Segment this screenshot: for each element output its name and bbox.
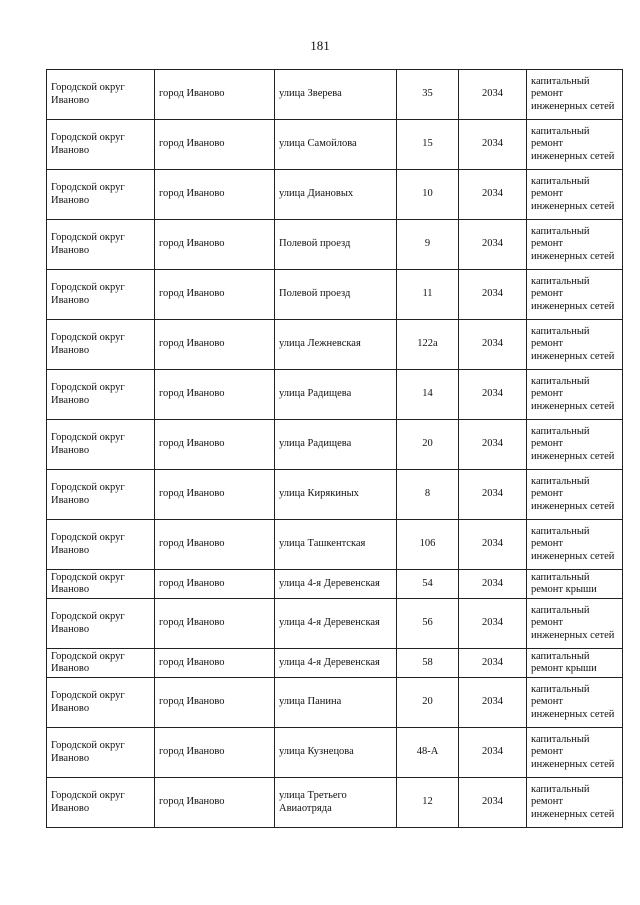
work-type-cell: капитальный ремонт инженерных сетей	[527, 728, 623, 778]
house-number-cell: 8	[397, 470, 459, 520]
year-cell: 2034	[459, 570, 527, 599]
work-type-cell: капитальный ремонт инженерных сетей	[527, 270, 623, 320]
city-cell: город Иваново	[155, 599, 275, 649]
table-row	[47, 70, 623, 120]
city-cell: город Иваново	[155, 270, 275, 320]
house-number-cell: 54	[397, 570, 459, 599]
city-cell: город Иваново	[155, 370, 275, 420]
work-type-cell: капитальный ремонт инженерных сетей	[527, 320, 623, 370]
house-number-cell: 12	[397, 778, 459, 828]
year-cell: 2034	[459, 320, 527, 370]
house-number-cell: 20	[397, 678, 459, 728]
street-cell: улица Диановых	[275, 170, 397, 220]
table-row	[47, 320, 623, 370]
table-row	[47, 270, 623, 320]
work-type-cell: капитальный ремонт инженерных сетей	[527, 420, 623, 470]
table-row	[47, 120, 623, 170]
work-type-cell: капитальный ремонт инженерных сетей	[527, 599, 623, 649]
street-cell: улица Панина	[275, 678, 397, 728]
street-cell: улица Зверева	[275, 70, 397, 120]
year-cell: 2034	[459, 470, 527, 520]
municipality-cell: Городской округ Иваново	[47, 728, 155, 778]
house-number-cell: 20	[397, 420, 459, 470]
city-cell: город Иваново	[155, 470, 275, 520]
table-body	[47, 70, 623, 828]
table-row	[47, 728, 623, 778]
table-row	[47, 778, 623, 828]
city-cell: город Иваново	[155, 220, 275, 270]
table-row	[47, 420, 623, 470]
page-number: 181	[310, 38, 330, 53]
street-cell: Полевой проезд	[275, 270, 397, 320]
work-type-cell: капитальный ремонт инженерных сетей	[527, 170, 623, 220]
year-cell: 2034	[459, 370, 527, 420]
municipality-cell: Городской округ Иваново	[47, 370, 155, 420]
table-row	[47, 470, 623, 520]
repair-schedule-table	[46, 69, 623, 828]
street-cell: улица Радищева	[275, 370, 397, 420]
house-number-cell: 9	[397, 220, 459, 270]
work-type-cell: капитальный ремонт инженерных сетей	[527, 778, 623, 828]
municipality-cell: Городской округ Иваново	[47, 778, 155, 828]
house-number-cell: 14	[397, 370, 459, 420]
house-number-cell: 15	[397, 120, 459, 170]
street-cell: улица Третьего Авиаотряда	[275, 778, 397, 828]
house-number-cell: 10	[397, 170, 459, 220]
work-type-cell: капитальный ремонт инженерных сетей	[527, 220, 623, 270]
year-cell: 2034	[459, 120, 527, 170]
work-type-cell: капитальный ремонт инженерных сетей	[527, 678, 623, 728]
municipality-cell: Городской округ Иваново	[47, 120, 155, 170]
municipality-cell: Городской округ Иваново	[47, 570, 155, 599]
municipality-cell: Городской округ Иваново	[47, 599, 155, 649]
municipality-cell: Городской округ Иваново	[47, 470, 155, 520]
city-cell: город Иваново	[155, 678, 275, 728]
year-cell: 2034	[459, 649, 527, 678]
table-row	[47, 370, 623, 420]
year-cell: 2034	[459, 420, 527, 470]
table-row	[47, 649, 623, 678]
city-cell: город Иваново	[155, 649, 275, 678]
year-cell: 2034	[459, 220, 527, 270]
work-type-cell: капитальный ремонт инженерных сетей	[527, 470, 623, 520]
city-cell: город Иваново	[155, 420, 275, 470]
city-cell: город Иваново	[155, 320, 275, 370]
year-cell: 2034	[459, 678, 527, 728]
street-cell: улица Лежневская	[275, 320, 397, 370]
city-cell: город Иваново	[155, 70, 275, 120]
house-number-cell: 122а	[397, 320, 459, 370]
table-row	[47, 599, 623, 649]
street-cell: улица Кузнецова	[275, 728, 397, 778]
street-cell: улица Кирякиных	[275, 470, 397, 520]
municipality-cell: Городской округ Иваново	[47, 520, 155, 570]
house-number-cell: 11	[397, 270, 459, 320]
street-cell: улица Ташкентская	[275, 520, 397, 570]
municipality-cell: Городской округ Иваново	[47, 170, 155, 220]
year-cell: 2034	[459, 778, 527, 828]
year-cell: 2034	[459, 728, 527, 778]
work-type-cell: капитальный ремонт инженерных сетей	[527, 370, 623, 420]
municipality-cell: Городской округ Иваново	[47, 270, 155, 320]
street-cell: Полевой проезд	[275, 220, 397, 270]
house-number-cell: 106	[397, 520, 459, 570]
street-cell: улица 4-я Деревенская	[275, 649, 397, 678]
table-row	[47, 520, 623, 570]
year-cell: 2034	[459, 270, 527, 320]
street-cell: улица 4-я Деревенская	[275, 570, 397, 599]
table-row	[47, 570, 623, 599]
year-cell: 2034	[459, 70, 527, 120]
city-cell: город Иваново	[155, 170, 275, 220]
street-cell: улица Радищева	[275, 420, 397, 470]
city-cell: город Иваново	[155, 778, 275, 828]
municipality-cell: Городской округ Иваново	[47, 220, 155, 270]
house-number-cell: 35	[397, 70, 459, 120]
city-cell: город Иваново	[155, 570, 275, 599]
municipality-cell: Городской округ Иваново	[47, 420, 155, 470]
house-number-cell: 58	[397, 649, 459, 678]
work-type-cell: капитальный ремонт инженерных сетей	[527, 120, 623, 170]
table-row	[47, 678, 623, 728]
city-cell: город Иваново	[155, 120, 275, 170]
street-cell: улица Самойлова	[275, 120, 397, 170]
work-type-cell: капитальный ремонт крыши	[527, 649, 623, 678]
year-cell: 2034	[459, 599, 527, 649]
year-cell: 2034	[459, 520, 527, 570]
house-number-cell: 48-А	[397, 728, 459, 778]
house-number-cell: 56	[397, 599, 459, 649]
work-type-cell: капитальный ремонт крыши	[527, 570, 623, 599]
city-cell: город Иваново	[155, 728, 275, 778]
municipality-cell: Городской округ Иваново	[47, 320, 155, 370]
municipality-cell: Городской округ Иваново	[47, 678, 155, 728]
year-cell: 2034	[459, 170, 527, 220]
city-cell: город Иваново	[155, 520, 275, 570]
street-cell: улица 4-я Деревенская	[275, 599, 397, 649]
work-type-cell: капитальный ремонт инженерных сетей	[527, 520, 623, 570]
municipality-cell: Городской округ Иваново	[47, 70, 155, 120]
table-row	[47, 170, 623, 220]
work-type-cell: капитальный ремонт инженерных сетей	[527, 70, 623, 120]
table-row	[47, 220, 623, 270]
municipality-cell: Городской округ Иваново	[47, 649, 155, 678]
